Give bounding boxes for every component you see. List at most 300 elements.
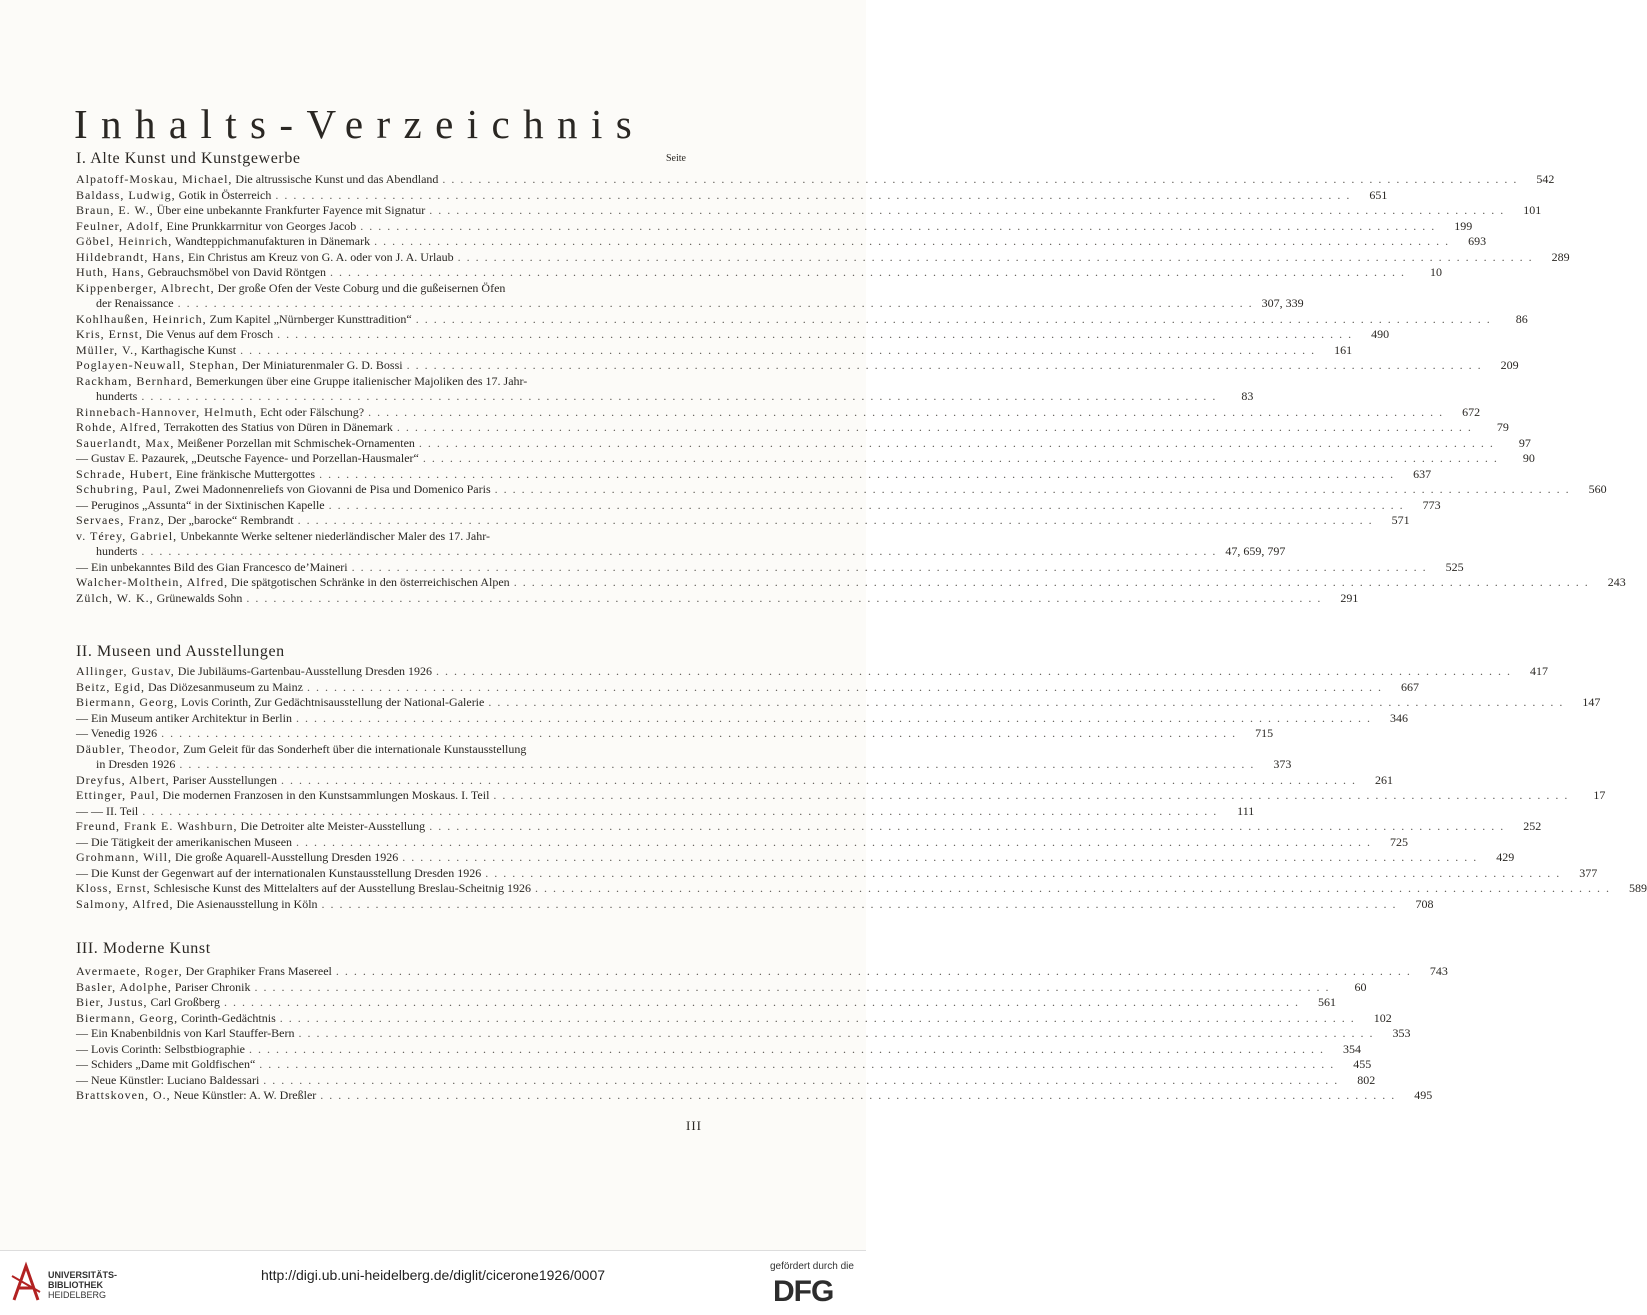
toc-entry-author: Ettinger, Paul, xyxy=(76,788,160,802)
dot-leader: ........................................................................................................................ xyxy=(493,788,1574,802)
dot-leader: ........................................................................................................................ xyxy=(142,803,1223,818)
toc-entry xyxy=(76,757,1292,773)
toc-entry-title xyxy=(76,467,315,483)
toc-entry-page: 354 xyxy=(1343,1041,1361,1056)
toc-entry xyxy=(76,788,1606,804)
section-heading-2: II. Museen und Ausstellungen xyxy=(76,643,285,660)
toc-entry-page: 209 xyxy=(1500,358,1519,372)
toc-entry-author: Allinger, Gustav, xyxy=(76,664,175,678)
toc-entry-page: 525 xyxy=(1445,559,1464,574)
toc-entry-title xyxy=(76,358,403,374)
toc-entry xyxy=(76,544,1286,560)
toc-entry-title xyxy=(76,482,491,498)
toc-entry-author: Kris, Ernst, xyxy=(76,327,143,341)
toc-entry-title xyxy=(76,866,481,882)
toc-entry-text: Eine fränkische Muttergottes xyxy=(175,466,316,481)
dot-leader: ........................................................................................................................ xyxy=(306,679,1387,694)
toc-entry-page: 429 xyxy=(1496,850,1515,864)
toc-entry-page: 651 xyxy=(1369,187,1388,202)
dot-leader: ........................................................................................................................ xyxy=(442,172,1523,186)
toc-entry-page: 715 xyxy=(1255,726,1274,740)
toc-entry xyxy=(76,218,1473,235)
toc-entry xyxy=(76,1041,1361,1058)
toc-entry-author: Biermann, Georg, xyxy=(76,1010,179,1025)
toc-entry-page: 708 xyxy=(1415,896,1434,911)
toc-entry-page: 667 xyxy=(1400,679,1419,694)
toc-entry-text: hunderts xyxy=(96,389,138,403)
toc-entry-title xyxy=(76,575,510,591)
dot-leader: ........................................................................................................................ xyxy=(415,311,1496,326)
toc-entry-title xyxy=(76,374,527,390)
toc-entry xyxy=(76,265,1442,281)
toc-entry-title xyxy=(76,219,356,235)
toc-entry-title xyxy=(76,265,326,281)
dot-leader: ........................................................................................................................ xyxy=(494,482,1575,496)
toc-entry-page: 672 xyxy=(1462,404,1481,419)
toc-entry-title xyxy=(76,980,251,996)
toc-entry-page: 102 xyxy=(1373,1010,1392,1025)
toc-entry-title xyxy=(76,695,484,711)
dot-leader: ........................................................................................................................ xyxy=(457,249,1538,264)
toc-entry xyxy=(76,187,1388,204)
toc-entry xyxy=(76,1057,1372,1073)
toc-entry-author: Huth, Hans, xyxy=(76,265,145,279)
toc-entry-page: 743 xyxy=(1429,964,1448,978)
toc-entry-text: — Ein Museum antiker Architektur in Berlin xyxy=(76,710,292,725)
toc-entry-title xyxy=(76,420,393,436)
section-heading-3: III. Moderne Kunst xyxy=(76,940,211,957)
toc-entry xyxy=(76,726,1274,742)
toc-entry-page: 291 xyxy=(1340,590,1359,605)
dot-leader: ........................................................................................................................ xyxy=(534,881,1615,895)
toc-entry-text: Wandteppichmanufakturen in Dänemark xyxy=(175,234,371,248)
dot-leader: ........................................................................................................................ xyxy=(488,695,1569,709)
dot-leader: ........................................................................................................................ xyxy=(141,389,1222,403)
toc-entry-page: 252 xyxy=(1523,819,1542,833)
toc-entry-title xyxy=(76,405,364,421)
toc-entry-text: Eine Prunkkarrnitur von Georges Jacob xyxy=(166,218,357,233)
toc-entry xyxy=(76,374,706,390)
toc-entry-text: — Ein unbekanntes Bild des Gian Francesco de’Maineri xyxy=(76,559,348,574)
toc-entry-text: Meißener Porzellan mit Schmischek-Ornamenten xyxy=(177,435,415,450)
dot-leader: ........................................................................................................................ xyxy=(297,513,1378,527)
library-line-2: BIBLIOTHEK xyxy=(48,1280,103,1290)
toc-entry-title xyxy=(76,529,490,545)
toc-entry xyxy=(76,513,1410,529)
toc-entry-author: Braun, E. W., xyxy=(76,203,154,217)
toc-entry-title xyxy=(76,327,273,343)
toc-entry xyxy=(76,529,706,545)
toc-entry-title xyxy=(76,560,348,576)
toc-entry-author: Feulner, Adolf, xyxy=(76,218,164,233)
toc-entry-title xyxy=(76,389,137,405)
toc-entry-author: Dreyfus, Albert, xyxy=(76,772,170,787)
toc-entry xyxy=(76,327,1390,343)
toc-entry-page: 455 xyxy=(1353,1057,1372,1071)
toc-entry-title xyxy=(76,203,425,219)
toc-entry-page: 589 xyxy=(1628,881,1647,895)
toc-entry-title xyxy=(76,757,175,773)
dot-leader: ........................................................................................................................ xyxy=(161,726,1242,740)
dot-leader: ........................................................................................................................ xyxy=(320,1088,1401,1102)
toc-entry-author: Servaes, Franz, xyxy=(76,513,165,527)
toc-entry-text: — Peruginos „Assunta“ in der Sixtinischen Kapelle xyxy=(76,497,325,512)
toc-entry-title xyxy=(76,281,505,297)
toc-entry xyxy=(76,865,1598,882)
toc-entry-author: Walcher-Molthein, Alfred, xyxy=(76,575,229,589)
toc-entry-author: Brattskoven, O., xyxy=(76,1088,171,1102)
toc-entry-page: 346 xyxy=(1389,710,1408,725)
dot-leader: ........................................................................................................................ xyxy=(295,710,1376,725)
toc-entry xyxy=(76,404,1481,421)
toc-entry-text: — Neue Künstler: Luciano Baldessari xyxy=(76,1072,260,1087)
toc-entry-page: 637 xyxy=(1413,466,1432,481)
dot-leader: ........................................................................................................................ xyxy=(280,772,1361,787)
dfg-logo: DFG xyxy=(773,1275,834,1308)
dot-leader: ........................................................................................................................ xyxy=(374,234,1455,248)
toc-entry-page: 199 xyxy=(1454,218,1473,233)
toc-entry-text: — Gustav E. Pazaurek, „Deutsche Fayence- und Porzellan-Hausmaler“ xyxy=(76,451,419,465)
toc-entry-title xyxy=(76,234,370,250)
toc-entry xyxy=(76,964,1448,980)
dot-leader: ........................................................................................................................ xyxy=(279,1010,1360,1025)
dot-leader: ........................................................................................................................ xyxy=(240,342,1321,357)
dot-leader: ........................................................................................................................ xyxy=(263,1072,1344,1087)
toc-entry-text: hunderts xyxy=(96,544,138,558)
toc-entry xyxy=(76,850,1515,866)
toc-entry xyxy=(76,819,1542,835)
toc-entry-page: 60 xyxy=(1354,979,1367,994)
dot-leader: ........................................................................................................................ xyxy=(360,218,1441,233)
toc-entry-text: Zum Geleit für das Sonderheft über die internationale Kunstausstellung xyxy=(183,741,527,756)
toc-entry-text: Die große Aquarell-Ausstellung Dresden 1926 xyxy=(174,850,399,864)
toc-entry-text: Terrakotten des Statius von Düren in Dänemark xyxy=(163,420,393,434)
toc-entry-text: Pariser Ausstellungen xyxy=(172,772,277,787)
toc-entry-text: Gotik in Österreich xyxy=(178,187,272,202)
toc-entry-title xyxy=(76,726,157,742)
toc-entry-text: Gebrauchsmöbel von David Röntgen xyxy=(147,265,326,279)
dot-leader: ........................................................................................................................ xyxy=(429,819,1510,833)
toc-entry-author: Zülch, W. K., xyxy=(76,590,154,605)
toc-entry xyxy=(76,590,1359,607)
toc-entry-page: 495 xyxy=(1414,1088,1433,1102)
toc-entry xyxy=(76,1010,1392,1027)
toc-entry-title xyxy=(76,513,294,529)
toc-entry-title xyxy=(76,498,325,514)
toc-entry-author: Däubler, Theodor, xyxy=(76,741,181,756)
toc-entry-author: Freund, Frank E. Washburn, xyxy=(76,819,238,833)
toc-entry xyxy=(76,342,1353,359)
toc-entry-page: 90 xyxy=(1522,451,1535,465)
dot-leader: ........................................................................................................................ xyxy=(418,435,1499,450)
toc-entry-author: Poglayen-Neuwall, Stephan, xyxy=(76,358,239,372)
toc-entry-page: 147 xyxy=(1582,695,1601,709)
toc-entry-title xyxy=(76,544,137,560)
toc-entry-title xyxy=(76,1088,316,1104)
toc-entry-text: Der Miniaturenmaler G. D. Bossi xyxy=(241,358,403,372)
dot-leader: ........................................................................................................................ xyxy=(179,757,1260,771)
toc-entry xyxy=(76,389,1254,405)
toc-entry-author: Kippenberger, Albrecht, xyxy=(76,280,215,295)
toc-entry-title xyxy=(76,1057,255,1073)
toc-entry-text: Die modernen Franzosen in den Kunstsammlungen Moskaus. I. Teil xyxy=(162,788,490,802)
toc-entry-page: 725 xyxy=(1390,834,1409,849)
toc-entry xyxy=(76,358,1519,374)
toc-entry xyxy=(76,679,1419,696)
dot-leader: ........................................................................................................................ xyxy=(277,327,1358,341)
dot-leader: ........................................................................................................................ xyxy=(254,979,1335,994)
toc-entry xyxy=(76,451,1535,467)
toc-entry-title xyxy=(76,773,277,789)
toc-entry-author: Kloss, Ernst, xyxy=(76,881,151,895)
toc-entry xyxy=(76,172,1555,188)
page-column-label: Seite xyxy=(666,153,686,164)
toc-entry-page: 377 xyxy=(1579,865,1598,880)
section-heading-1: I. Alte Kunst und Kunstgewerbe xyxy=(76,150,301,167)
toc-entry-text: — Lovis Corinth: Selbstbiographie xyxy=(76,1041,245,1056)
dot-leader: ........................................................................................................................ xyxy=(275,187,1356,202)
toc-entry-text: Die spätgotischen Schränke in den österreichischen Alpen xyxy=(231,575,510,589)
toc-entry-author: v. Térey, Gabriel, xyxy=(76,528,178,543)
toc-entry-page: 161 xyxy=(1334,342,1353,357)
dot-leader: ........................................................................................................................ xyxy=(321,896,1402,911)
toc-entry xyxy=(76,695,1601,711)
toc-entry-page: 542 xyxy=(1536,172,1555,186)
dot-leader: ........................................................................................................................ xyxy=(259,1057,1340,1071)
dot-leader: ........................................................................................................................ xyxy=(249,1041,1329,1056)
toc-entry-title xyxy=(76,250,454,266)
section-3-entries xyxy=(76,964,1448,1104)
toc-entry-author: Beitz, Egid, xyxy=(76,679,145,694)
toc-entry-title xyxy=(76,995,220,1011)
toc-entry xyxy=(76,203,1542,219)
toc-entry-title xyxy=(76,1011,276,1027)
toc-entry xyxy=(76,466,1432,483)
toc-entry-author: Alpatoff-Moskau, Michael, xyxy=(76,172,233,186)
toc-entry-page: 802 xyxy=(1357,1072,1376,1087)
dot-leader: ........................................................................................................................ xyxy=(177,296,1258,310)
toc-entry-page: 561 xyxy=(1317,995,1336,1009)
toc-entry-author: Rohde, Alfred, xyxy=(76,420,161,434)
toc-entry-title xyxy=(76,296,174,312)
toc-entry xyxy=(76,664,1549,680)
toc-entry-title xyxy=(76,451,419,467)
dot-leader: ........................................................................................................................ xyxy=(223,995,1304,1009)
toc-entry-text: Die Asienausstellung in Köln xyxy=(176,896,318,911)
toc-entry-page: 10 xyxy=(1429,265,1442,279)
toc-entry-text: Die altrussische Kunst und das Abendland xyxy=(235,172,439,186)
toc-entry-text: in Dresden 1926 xyxy=(96,757,176,771)
toc-entry xyxy=(76,497,1441,514)
toc-entry-title xyxy=(76,312,412,328)
toc-entry-author: Avermaete, Roger, xyxy=(76,964,183,978)
toc-entry-text: Zum Kapitel „Nürnberger Kunsttradition“ xyxy=(209,311,412,326)
toc-entry-title xyxy=(76,1042,245,1058)
toc-entry xyxy=(76,834,1409,851)
toc-entry-text: — Ein Knabenbildnis von Karl Stauffer-Bern xyxy=(76,1026,295,1040)
toc-entry-author: Grohmann, Will, xyxy=(76,850,172,864)
toc-entry-author: Biermann, Georg, xyxy=(76,695,179,709)
toc-entry-title xyxy=(76,835,292,851)
toc-entry-author: Rackham, Bernhard, xyxy=(76,373,193,388)
toc-entry-text: Ein Christus am Kreuz von G. A. oder von J. A. Urlaub xyxy=(187,249,454,264)
dot-leader: ........................................................................................................................ xyxy=(402,850,1483,864)
dot-leader: ........................................................................................................................ xyxy=(422,451,1503,465)
toc-entry xyxy=(76,803,1255,820)
toc-entry-title xyxy=(76,819,425,835)
toc-entry-text: Schlesische Kunst des Mittelalters auf der Ausstellung Breslau-Scheitnig 1926 xyxy=(153,881,531,895)
toc-entry-title xyxy=(76,172,438,188)
toc-entry-page: 86 xyxy=(1515,311,1528,326)
funding-caption: gefördert durch die xyxy=(770,1261,854,1272)
toc-entry-text: Echt oder Fälschung? xyxy=(260,404,365,419)
dot-leader: ........................................................................................................................ xyxy=(406,358,1487,372)
toc-entry-text: der Renaissance xyxy=(96,296,174,310)
toc-entry xyxy=(76,995,1336,1011)
toc-entry xyxy=(76,482,1607,498)
toc-entry-page: 773 xyxy=(1422,497,1441,512)
toc-entry xyxy=(76,1072,1376,1089)
dot-leader: ........................................................................................................................ xyxy=(513,575,1594,589)
permalink-url[interactable]: http://digi.ub.uni-heidelberg.de/diglit/cicerone1926/0007 xyxy=(260,1267,606,1283)
toc-entry-title xyxy=(76,804,138,820)
toc-entry-author: Basler, Adolphe, xyxy=(76,979,172,994)
toc-entry-author: Salmony, Alfred, xyxy=(76,896,174,911)
toc-entry-page: 289 xyxy=(1551,249,1570,264)
toc-entry-text: Die Detroiter alte Meister-Ausstellung xyxy=(240,819,426,833)
toc-entry-text: Lovis Corinth, Zur Gedächtnisausstellung der National-Galerie xyxy=(181,695,485,709)
toc-entry xyxy=(76,249,1570,266)
dot-leader: ........................................................................................................................ xyxy=(328,497,1409,512)
toc-entry-title xyxy=(76,1073,259,1089)
toc-entry-text: Die Jubiläums-Gartenbau-Ausstellung Dresden 1926 xyxy=(177,664,433,678)
toc-entry-page: 79 xyxy=(1496,420,1509,434)
dot-leader: ........................................................................................................................ xyxy=(429,203,1510,217)
toc-entry-author: Sauerlandt, Max, xyxy=(76,435,175,450)
dot-leader: ........................................................................................................................ xyxy=(368,404,1449,419)
toc-entry-page: 693 xyxy=(1468,234,1487,248)
toc-entry-text: Über eine unbekannte Frankfurter Fayence mit Signatur xyxy=(156,203,426,217)
toc-entry-page: 560 xyxy=(1588,482,1607,496)
toc-entry-title xyxy=(76,897,318,913)
toc-entry-author: Baldass, Ludwig, xyxy=(76,187,176,202)
toc-entry-author: Göbel, Heinrich, xyxy=(76,234,173,248)
toc-entry-title xyxy=(76,711,292,727)
dot-leader: ........................................................................................................................ xyxy=(396,420,1477,434)
page-number: III xyxy=(686,1118,702,1133)
toc-entry-title xyxy=(76,850,398,866)
toc-entry-text: Carl Großberg xyxy=(150,995,220,1009)
toc-entry-title xyxy=(76,680,303,696)
toc-entry xyxy=(76,435,1531,452)
dot-leader: ........................................................................................................................ xyxy=(319,466,1400,481)
toc-entry-author: Hildebrandt, Hans, xyxy=(76,249,185,264)
toc-entry xyxy=(76,575,1626,591)
dot-leader: ........................................................................................................................ xyxy=(351,559,1432,574)
toc-entry-title xyxy=(76,1026,295,1042)
toc-entry-page: 101 xyxy=(1523,203,1542,217)
dot-leader: ........................................................................................................................ xyxy=(485,865,1566,880)
section-1-entries xyxy=(76,172,1626,606)
toc-entry-text: — Venedig 1926 xyxy=(76,726,158,740)
toc-entry xyxy=(76,559,1464,576)
toc-entry-title xyxy=(76,188,271,204)
toc-entry-text: Unbekannte Werke seltener niederländischer Maler des 17. Jahr- xyxy=(180,528,490,543)
toc-entry-page: 261 xyxy=(1374,772,1393,787)
dot-leader: ........................................................................................................................ xyxy=(141,544,1222,558)
section-2-entries xyxy=(76,664,1647,912)
toc-entry-author: Schubring, Paul, xyxy=(76,482,172,496)
toc-entry-text: Der große Ofen der Veste Coburg und die gußeisernen Öfen xyxy=(217,280,506,295)
toc-entry xyxy=(76,1088,1433,1104)
toc-entry-text: — Schiders „Dame mit Goldfischen“ xyxy=(76,1057,256,1071)
toc-entry-title xyxy=(76,881,531,897)
toc-entry xyxy=(76,1026,1411,1042)
page-title: Inhalts-Verzeichnis xyxy=(74,101,646,147)
toc-entry-title xyxy=(76,343,236,359)
toc-entry-page: 490 xyxy=(1371,327,1390,341)
toc-entry-text: Bemerkungen über eine Gruppe italienischer Majoliken des 17. Jahr- xyxy=(195,373,528,388)
toc-entry-text: Das Diözesanmuseum zu Mainz xyxy=(148,679,303,694)
toc-entry xyxy=(76,420,1509,436)
toc-entry-page: 243 xyxy=(1607,575,1626,589)
toc-entry xyxy=(76,742,706,758)
toc-entry xyxy=(76,311,1528,328)
toc-entry-page: 97 xyxy=(1518,435,1531,450)
toc-entry-page: 353 xyxy=(1392,1026,1411,1040)
toc-entry-title xyxy=(76,788,489,804)
toc-entry-title xyxy=(76,664,432,680)
toc-entry xyxy=(76,896,1434,913)
toc-entry-page: 17 xyxy=(1593,788,1606,802)
toc-entry-title xyxy=(76,436,415,452)
toc-entry-page: 111 xyxy=(1237,803,1255,818)
toc-entry xyxy=(76,772,1393,789)
dot-leader: ........................................................................................................................ xyxy=(296,834,1377,849)
toc-entry-text: Der Graphiker Frans Masereel xyxy=(185,964,332,978)
toc-entry-title xyxy=(76,964,332,980)
toc-entry xyxy=(76,710,1408,727)
dot-leader: ........................................................................................................................ xyxy=(329,265,1410,279)
toc-entry-text: Der „barocke“ Rembrandt xyxy=(167,513,294,527)
toc-entry-author: Kohlhaußen, Heinrich, xyxy=(76,311,207,326)
toc-entry-text: — — II. Teil xyxy=(76,803,139,818)
toc-entry-page: 571 xyxy=(1391,513,1410,527)
toc-entry-text: Corinth-Gedächtnis xyxy=(181,1010,276,1025)
toc-entry-author: Schrade, Hubert, xyxy=(76,466,173,481)
toc-entry xyxy=(76,296,1304,312)
toc-entry-page: 417 xyxy=(1530,664,1549,678)
toc-entry-text: Karthagische Kunst xyxy=(141,342,237,357)
toc-entry-title xyxy=(76,591,242,607)
toc-entry-page: 373 xyxy=(1273,757,1292,771)
toc-entry xyxy=(76,234,1487,250)
library-line-3: HEIDELBERG xyxy=(48,1290,107,1300)
dot-leader: ........................................................................................................................ xyxy=(298,1026,1379,1040)
dot-leader: ........................................................................................................................ xyxy=(335,964,1416,978)
toc-entry-text: — Die Kunst der Gegenwart auf der internationalen Kunstausstellung Dresden 1926 xyxy=(76,865,482,880)
toc-entry-author: Müller, V., xyxy=(76,342,139,357)
toc-entry-author: Rinnebach-Hannover, Helmuth, xyxy=(76,404,258,419)
toc-entry-title xyxy=(76,742,526,758)
toc-entry-page: 47, 659, 797 xyxy=(1225,544,1286,558)
toc-entry-text: Grünewalds Sohn xyxy=(156,590,243,605)
toc-entry-page: 83 xyxy=(1241,389,1254,403)
toc-entry-text: Pariser Chronik xyxy=(174,979,251,994)
toc-entry-text: — Die Tätigkeit der amerikanischen Museen xyxy=(76,834,293,849)
toc-entry xyxy=(76,881,1647,897)
toc-entry xyxy=(76,979,1367,996)
